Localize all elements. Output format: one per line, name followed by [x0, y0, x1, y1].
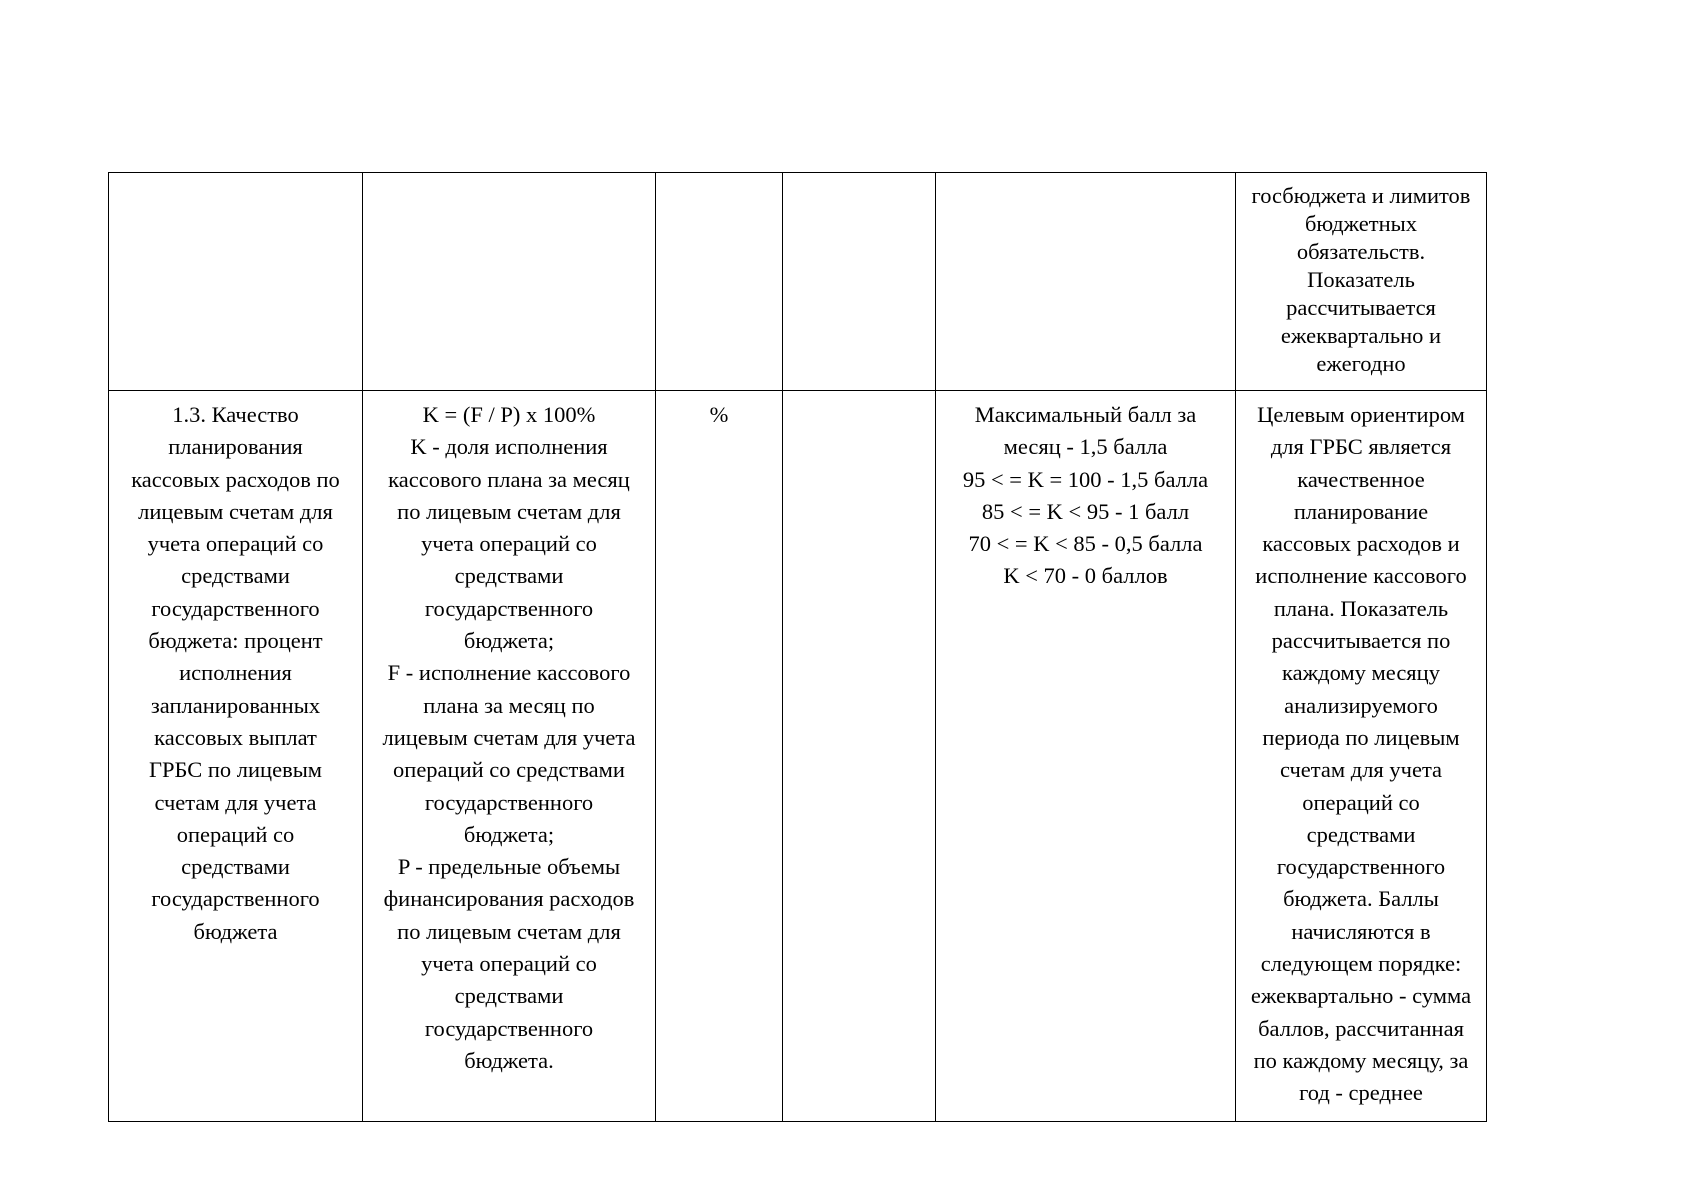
cell-note	[1236, 391, 1487, 1122]
table-row-continuation	[109, 173, 1487, 391]
text-line: ежеквартально и	[1280, 323, 1442, 348]
text-line: средствами	[181, 563, 290, 589]
text-line: плана за месяц по	[423, 692, 595, 718]
text-line: государственного	[1276, 854, 1446, 880]
text-line: бюджетных	[1304, 211, 1418, 236]
cell-unit: %	[656, 391, 783, 1122]
indicators-table	[108, 172, 1487, 1122]
cell-formula	[363, 391, 656, 1122]
text-line: для ГРБС является	[1270, 434, 1452, 460]
cell-weight-empty	[783, 173, 936, 391]
text-line: качественное	[1297, 466, 1425, 492]
text-line: Максимальный балл за	[974, 402, 1197, 427]
text-line: государственного	[424, 1015, 594, 1041]
cell-indicator-name	[109, 391, 363, 1122]
text-line: планирование	[1293, 498, 1429, 524]
text-line: по каждому месяцу, за	[1253, 1047, 1469, 1073]
text-line: K < 70 - 0 баллов	[1003, 563, 1168, 589]
text-line: следующем порядке:	[1260, 951, 1462, 977]
text-line: бюджета;	[463, 628, 555, 654]
text-line: государственного	[151, 886, 320, 912]
text-line: кассовых расходов по	[131, 466, 340, 492]
text-line: запланированных	[150, 692, 321, 718]
text-line: счетам для учета	[1279, 757, 1443, 783]
cell-indicator-name-empty	[109, 173, 363, 391]
text-line: финансирования расходов	[383, 886, 635, 912]
text-line: 1.3. Качество	[172, 402, 299, 427]
table-row-indicator-1-3	[109, 391, 1487, 1122]
text-line: государственного	[424, 595, 594, 621]
text-line: 85 < = K < 95 - 1 балл	[981, 498, 1190, 524]
text-line: планирования	[168, 434, 303, 460]
text-line: 95 < = K = 100 - 1,5 балла	[962, 466, 1209, 492]
text-line: учета операций со	[147, 531, 324, 557]
text-line: Целевым ориентиром	[1257, 402, 1465, 427]
text-line: K = (F / P) x 100%	[422, 402, 596, 427]
cell-criteria-note-continuation	[1236, 173, 1487, 391]
text-line: бюджета;	[463, 821, 555, 847]
text-line: F - исполнение кассового	[387, 660, 631, 686]
text-line: кассовых расходов и	[1262, 531, 1460, 557]
cell-scoring	[936, 391, 1236, 1122]
text-line: анализируемого	[1284, 692, 1438, 718]
text-line: P - предельные объемы	[397, 854, 621, 880]
text-line: по лицевым счетам для	[397, 498, 621, 524]
text-line: государственного	[151, 595, 320, 621]
cell-weight	[783, 391, 936, 1122]
text-line: лицевым счетам для	[138, 498, 333, 524]
text-line: государственного	[424, 789, 594, 815]
text-line: бюджета: процент	[148, 628, 323, 654]
text-line: кассового плана за месяц	[388, 466, 630, 492]
text-line: учета операций со	[421, 531, 597, 557]
text-line: год - среднее	[1299, 1080, 1423, 1106]
text-line: бюджета.	[464, 1047, 554, 1073]
text-line: ежеквартально - сумма	[1250, 983, 1472, 1009]
text-line: средствами	[1306, 821, 1416, 847]
text-line: учета операций со	[421, 951, 597, 977]
text-line: операций со	[1302, 789, 1420, 815]
text-line: средствами	[454, 563, 564, 589]
text-line: каждому месяцу	[1282, 660, 1440, 686]
text-line: 70 < = K < 85 - 0,5 балла	[968, 531, 1203, 557]
text-line: средствами	[181, 854, 290, 880]
text-line: начисляются в	[1291, 918, 1431, 944]
text-line: периода по лицевым	[1262, 724, 1460, 750]
text-line: по лицевым счетам для	[397, 918, 621, 944]
text-line: K - доля исполнения	[410, 434, 608, 460]
text-line: плана. Показатель	[1273, 595, 1449, 621]
text-line: месяц - 1,5 балла	[1003, 434, 1168, 460]
cell-formula-empty	[363, 173, 656, 391]
text-line: обязательств.	[1296, 239, 1426, 264]
cell-scoring-empty	[936, 173, 1236, 391]
cell-unit-empty	[656, 173, 783, 391]
text-line: операций со средствами	[393, 757, 625, 783]
text-line: операций со	[176, 821, 295, 847]
text-line: бюджета	[193, 918, 278, 944]
text-line: ГРБС по лицевым	[148, 757, 323, 783]
text-line: ежегодно	[1316, 351, 1406, 376]
text-line: исполнение кассового	[1255, 563, 1467, 589]
text-line: рассчитывается	[1286, 295, 1436, 320]
text-line: рассчитывается по	[1271, 628, 1451, 654]
text-line: кассовых выплат	[154, 724, 317, 750]
text-line: Показатель	[1307, 267, 1415, 292]
text-line: исполнения	[179, 660, 292, 686]
text-line: баллов, рассчитанная	[1258, 1015, 1464, 1041]
text-line: бюджета. Баллы	[1283, 886, 1439, 912]
text-line: госбюджета и лимитов	[1251, 183, 1471, 208]
text-line: счетам для учета	[154, 789, 317, 815]
text-line: средствами	[454, 983, 564, 1009]
text-line: лицевым счетам для учета	[382, 724, 636, 750]
